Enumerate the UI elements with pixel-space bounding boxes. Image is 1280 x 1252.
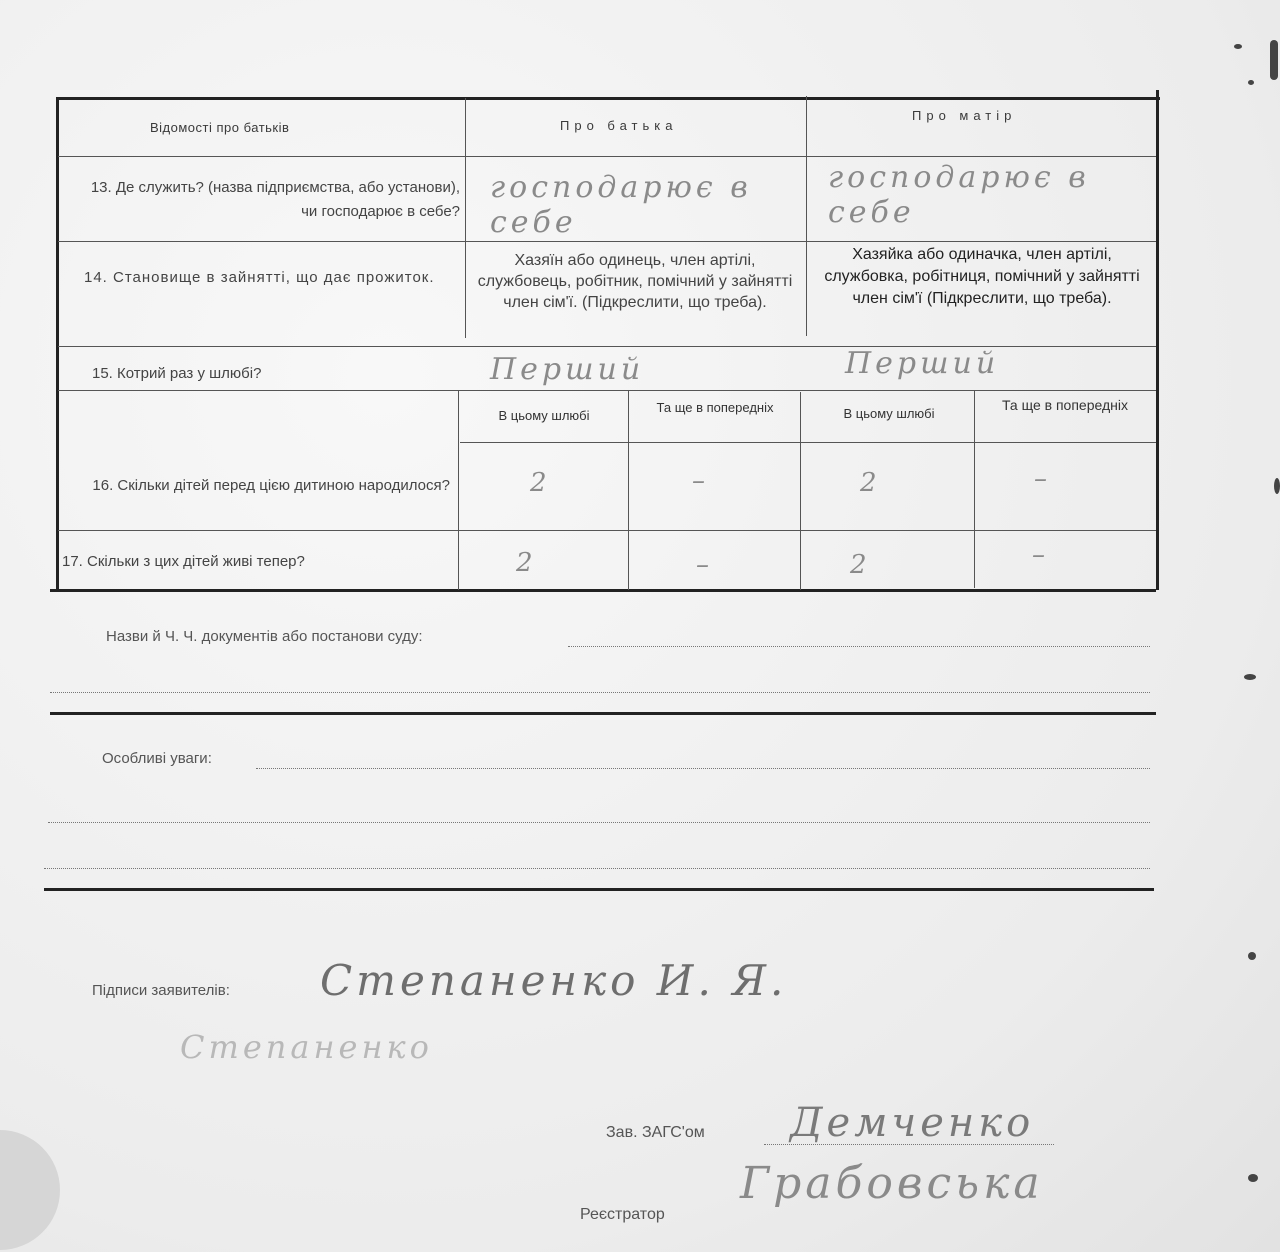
table-top-border <box>56 97 1160 100</box>
header-mother: Про матір <box>912 108 1017 123</box>
q16-mother-this: 2 <box>860 468 881 498</box>
q16-label: 16. Скільки дітей перед цією дитиною народилося? <box>92 477 450 494</box>
header-father: Про батька <box>560 118 678 133</box>
col-separator-2b <box>800 392 801 590</box>
q13-mother-answer: господарює в себе <box>828 160 1090 230</box>
notes-label: Особливі уваги: <box>102 750 212 767</box>
q15-father-answer: Перший <box>490 352 645 387</box>
documents-label: Назви й Ч. Ч. документів або постанови суду: <box>106 628 423 645</box>
zags-head-signature: Демченко <box>790 1100 1035 1146</box>
q15-label: 15. Котрий раз у шлюбі? <box>92 365 262 382</box>
q16-mother-prev: – <box>1034 464 1051 494</box>
row-sep-15 <box>58 390 1156 391</box>
registrar-label: Реєстратор <box>580 1206 665 1223</box>
q14-father-options: Хазяїн або одинець, член артілі, службовець, робітник, помічний у зайнятті член сім'ї. (Підкреслити, що треба). <box>477 252 793 311</box>
applicants-signature-label: Підписи заявителів: <box>92 982 230 999</box>
table-bottom-border <box>50 589 1156 592</box>
table-left-border <box>56 97 59 589</box>
notes-separator <box>44 888 1154 891</box>
q17-mother-this: 2 <box>850 550 871 580</box>
col-separator-sub-1 <box>628 390 629 590</box>
paper-spot <box>1248 952 1256 960</box>
documents-separator <box>50 712 1156 715</box>
paper-spot <box>1274 478 1280 494</box>
table-right-border <box>1156 90 1159 590</box>
paper-edge-mark <box>1270 40 1278 80</box>
applicant-signature-1: Степаненко И. Я. <box>320 956 788 1005</box>
paper-spot <box>1234 44 1242 49</box>
subheader-father-this: В цьому шлюбі <box>498 408 590 423</box>
q13-father-answer: господарює в себе <box>490 170 752 240</box>
q17-father-this: 2 <box>516 548 537 578</box>
documents-line-2 <box>50 692 1150 693</box>
paper-spot <box>1244 674 1256 680</box>
col-separator-1 <box>465 98 466 338</box>
registrar-signature: Грабовська <box>740 1158 1044 1209</box>
col-separator-2 <box>806 96 807 336</box>
q17-label: 17. Скільки з цих дітей живі тепер? <box>62 553 305 570</box>
row-sep-16 <box>58 530 1156 531</box>
notes-line-1 <box>256 768 1150 769</box>
documents-line-1 <box>568 646 1150 647</box>
paper-spot <box>1248 1174 1258 1182</box>
q16-father-prev: – <box>692 466 709 496</box>
row-sep-subheader <box>460 442 1156 443</box>
q15-mother-answer: Перший <box>845 346 1000 381</box>
col-separator-sub-2 <box>974 390 975 588</box>
subheader-father-prev: Та ще в попередніх <box>656 400 774 415</box>
q17-father-prev: – <box>696 550 713 580</box>
zags-head-label: Зав. ЗАГС'ом <box>606 1124 705 1141</box>
subheader-mother-prev: Та ще в попередніх <box>1002 397 1128 413</box>
notes-line-2 <box>48 822 1150 823</box>
paper-spot <box>1248 80 1254 85</box>
q17-mother-prev: – <box>1032 540 1049 570</box>
notes-line-3 <box>44 868 1150 869</box>
q14-mother-options: Хазяйка або одиначка, член артілі, службовка, робітниця, помічний у зайнятті член сім'ї (Підкреслити, що треба). <box>824 246 1140 307</box>
col-separator-1b <box>458 390 459 590</box>
row-sep-header <box>58 156 1156 157</box>
subheader-mother-this: В цьому шлюбі <box>843 406 935 421</box>
row-sep-13 <box>58 241 1156 242</box>
applicant-signature-2: Степаненко <box>180 1028 433 1066</box>
q14-label: 14. Становище в зайнятті, що дає прожиток. <box>84 269 435 286</box>
q13-label: 13. Де служить? (назва підприємства, або установи), чи господарює в себе? <box>90 179 460 220</box>
q16-father-this: 2 <box>530 468 551 498</box>
header-parents-info: Відомості про батьків <box>150 120 290 135</box>
